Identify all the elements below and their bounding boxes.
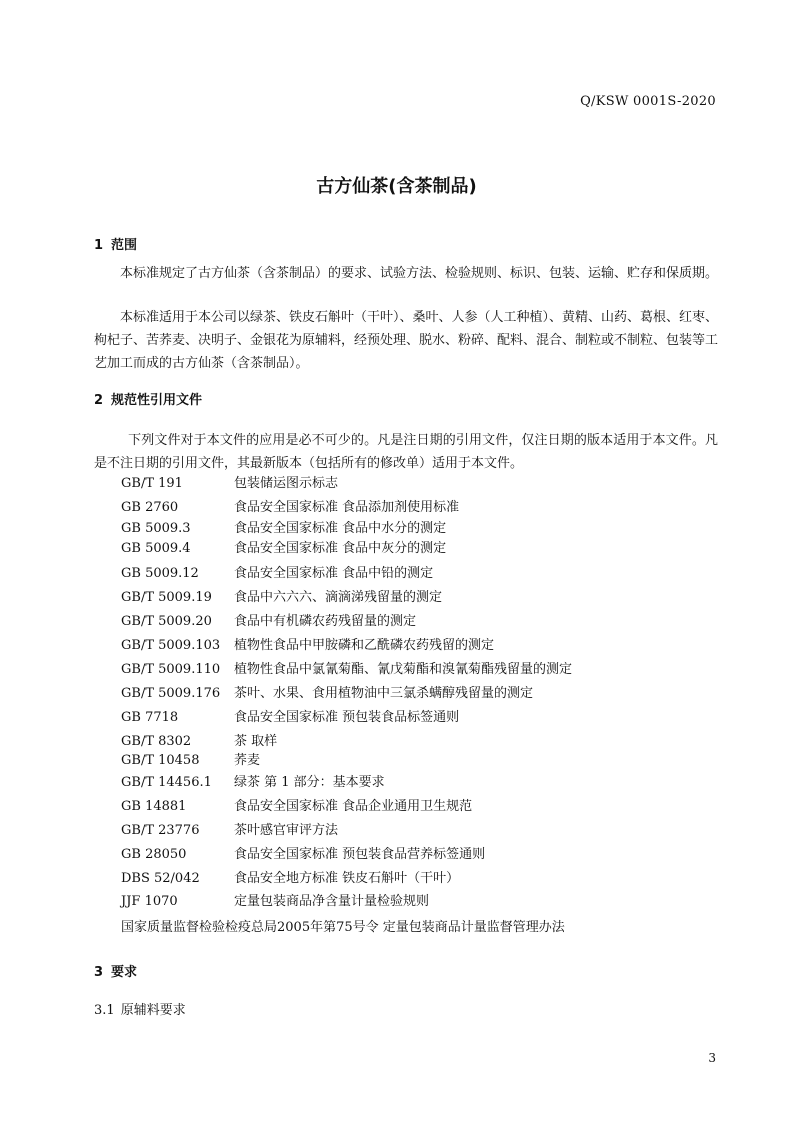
reference-code: GB 7718 (121, 710, 179, 725)
section-3-heading (94, 961, 137, 980)
section-number: 2 (94, 393, 104, 408)
reference-code: GB/T 10458 (121, 753, 200, 768)
section-number: 1 (94, 238, 104, 253)
reference-title: 食品安全国家标准 食品中水分的测定 (234, 521, 447, 536)
regulation-reference: 国家质量监督检验检疫总局2005年第75号令 定量包装商品计量监督管理办法 (121, 920, 565, 935)
scope-paragraph-1: 本标准规定了古方仙茶（含茶制品）的要求、试验方法、检验规则、标识、包装、运输、贮存和保质期。 (120, 266, 719, 281)
reference-code: GB 28050 (121, 847, 187, 862)
reference-code: GB 2760 (121, 500, 179, 515)
reference-code: GB 5009.4 (121, 541, 191, 556)
reference-code: DBS 52/042 (121, 871, 200, 886)
section-2-heading (94, 389, 202, 408)
page-number: 3 (708, 1051, 716, 1065)
reference-code: GB/T 5009.103 (121, 638, 221, 653)
reference-title: 绿茶 第 1 部分：基本要求 (234, 775, 385, 790)
reference-title: 定量包装商品净含量计量检验规则 (234, 894, 430, 909)
reference-title: 食品安全地方标准 铁皮石斛叶（干叶） (234, 871, 460, 886)
standard-code: Q/KSW 0001S-2020 (580, 94, 716, 109)
reference-title: 茶叶感官审评方法 (234, 823, 339, 838)
reference-code: GB 5009.3 (121, 521, 191, 536)
reference-title: 食品中有机磷农药残留量的测定 (234, 614, 417, 629)
reference-title: 食品安全国家标准 预包装食品营养标签通则 (234, 847, 486, 862)
reference-code: GB 5009.12 (121, 566, 199, 581)
reference-title: 包装储运图示标志 (234, 476, 339, 491)
document-title: 古方仙茶(含茶制品) (316, 176, 477, 197)
reference-code: JJF 1070 (121, 894, 178, 909)
reference-title: 食品安全国家标准 食品企业通用卫生规范 (234, 799, 473, 814)
reference-title: 食品安全国家标准 食品中灰分的测定 (234, 541, 447, 556)
reference-title: 食品安全国家标准 食品添加剂使用标准 (234, 500, 460, 515)
reference-code: GB/T 5009.19 (121, 590, 212, 605)
reference-code: GB/T 8302 (121, 734, 192, 749)
reference-code: GB/T 5009.110 (121, 662, 221, 677)
reference-code: GB 14881 (121, 799, 187, 814)
reference-code: GB/T 5009.20 (121, 614, 212, 629)
section-number: 3 (94, 965, 104, 980)
section-title: 要求 (111, 965, 138, 980)
scope-paragraph-2: 本标准适用于本公司以绿茶、铁皮石斛叶（干叶）、桑叶、人参（人工种植）、黄精、山药、葛根、红枣、枸杞子、苦荞麦、决明子、金银花为原辅料，经预处理、脱水、粉碎、配料、混合、制粒或不制粒、包装等工艺加工而成的古方仙茶（含茶制品）。 (94, 310, 719, 371)
subsection-number: 3.1 (94, 1003, 115, 1018)
reference-title: 食品安全国家标准 食品中铅的测定 (234, 566, 434, 581)
section-1-heading (94, 234, 137, 253)
reference-code: GB/T 5009.176 (121, 686, 221, 701)
reference-title: 茶叶、水果、食用植物油中三氯杀螨醇残留量的测定 (234, 686, 534, 701)
reference-title: 植物性食品中氯氰菊酯、氰戊菊酯和溴氰菊酯残留量的测定 (234, 662, 573, 677)
subsection-title: 原辅料要求 (120, 1003, 186, 1018)
reference-title: 植物性食品中甲胺磷和乙酰磷农药残留的测定 (234, 638, 495, 653)
reference-title: 食品安全国家标准 预包装食品标签通则 (234, 710, 460, 725)
references-intro: 下列文件对于本文件的应用是必不可少的。凡是注日期的引用文件，仅注日期的版本适用于本文件。凡是不注日期的引用文件，其最新版本（包括所有的修改单）适用于本文件。 (94, 433, 718, 471)
section-title: 范围 (111, 238, 138, 253)
reference-title: 荞麦 (234, 753, 261, 768)
reference-code: GB/T 191 (121, 476, 183, 491)
reference-title: 食品中六六六、滴滴涕残留量的测定 (234, 590, 443, 605)
section-title: 规范性引用文件 (111, 393, 203, 408)
reference-title: 茶 取样 (234, 734, 278, 749)
reference-code: GB/T 14456.1 (121, 775, 212, 790)
subsection-3-1-heading (94, 999, 186, 1018)
reference-code: GB/T 23776 (121, 823, 200, 838)
